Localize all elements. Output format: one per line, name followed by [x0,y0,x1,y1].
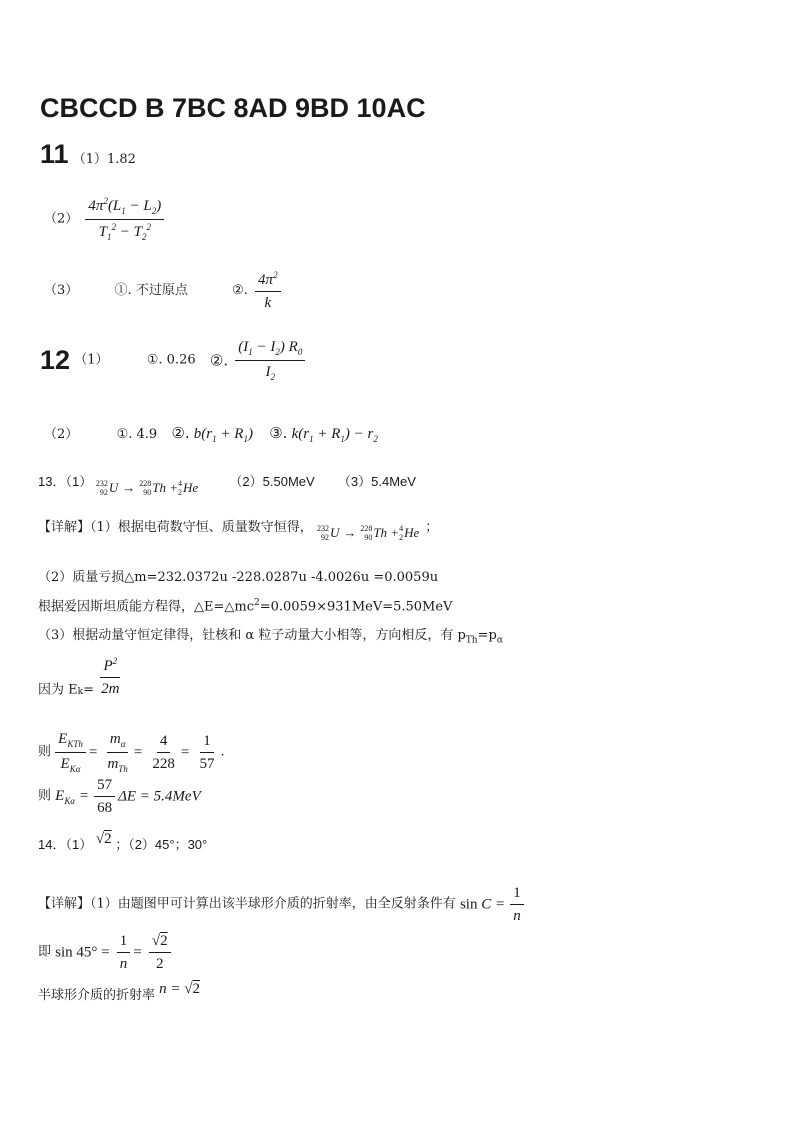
q13-detail2b: 根据爱因斯坦质能方程得，$\triangle E=\triangle mc^2=0.0059\times 931MeV=5.50MeV$ [38,598,453,615]
q13-detail2b-pre: 根据爱因斯坦质能方程得，△E=△mc [38,599,254,615]
q14-detail2-frac1: $\frac{1}{n}$ [117,932,131,973]
q11-p2-label: （2） [44,211,79,227]
q12-p2-label: （2） [44,427,79,442]
q14-p2: ；（2）45°；30° [115,837,208,852]
q13-ratio-simplified: $\frac{1}{57}$ [199,732,215,772]
q11-number: 11 [40,139,69,169]
q13-detail-p1-end: ； [425,520,439,535]
q13-detail3 [38,628,503,646]
q14-detail-p1: （1）由题图甲可计算出该半球形介质的折射率，由全反射条件有 [90,896,456,912]
q12-p2-formula2: $b(r_1 + R_1)$ [193,426,253,444]
q13-ek-pre: 因为 E [38,682,78,698]
q11-p3-item1: ①. 不过原点 [114,283,188,299]
q13-detail1 [38,520,438,542]
q14-answers [38,831,208,854]
q14-n-value: n = √2 [159,981,201,997]
q13-ek-formula: $\frac{P^2}{2m}$ [101,656,120,697]
q13-ratio-ek: $\frac{E_{KTh}}{E_{K\alpha}}$ [55,730,86,775]
q13-ek-line [38,656,125,698]
q14-detail-label: 【详解】 [38,896,91,912]
q12-part1 [40,338,308,383]
q11-p3-label: （3） [44,283,79,299]
q13-number: 13．（1） [38,474,93,489]
q14-detail3 [38,981,201,1004]
q13-detail3-mid: =p [477,628,497,643]
q11-part3 [44,270,284,312]
q13-detail3-sub2: α [496,635,503,646]
q13-detail-decay-eq: 232 92 U → 228 90 Th + 4 2 He [316,524,420,542]
q14-detail2-pre: 即 [38,944,52,960]
q13-detail3-sub1: Th [465,635,478,646]
q13-eka-pre: 则 [38,788,52,804]
q13-ratio-line: 则 $\frac{E_{KTh}}{E_{K\alpha}}$ = $\frac{m_\alpha}{m_{Th}}$ = $\frac{4}{228}$ = $\frac{1}{57}$ . [38,731,225,774]
q13-detail2: （2）质量亏损△m=232.0372u -228.0287u -4.0026u =0.0059u [38,570,439,585]
q13-answers [38,474,416,497]
q14-number: 14．（1） [38,837,93,852]
q12-number: 12 [40,345,71,376]
q13-eka-frac: $\frac{57}{68}$ [94,776,115,817]
q13-detail2b-post: =0.0059×931MeV=5.50MeV [259,599,453,615]
q11-part1 [40,138,136,170]
q12-p2-item1: ①. 4.9 [116,427,158,442]
q12-p2-item3-marker: ③. [269,424,288,442]
q11-p3-formula: $\frac{4\pi^2}{k}$ [255,270,281,312]
q13-detail-p1: （1）根据电荷数守恒、质量数守恒得， [90,520,313,535]
q13-detail3-text: （3）根据动量守恒定律得，钍核和 α 粒子动量大小相等，方向相反，有 p [38,628,466,643]
q13-eka-line: 则 $E_{K\alpha}$ = $\frac{57}{68}$ ΔE = 5.4MeV [38,777,201,816]
q13-p2: （2）5.50MeV [229,474,315,489]
q12-p1-item2-marker: ②. [209,351,229,370]
q12-part2 [44,424,378,445]
q14-sqrt2: √2 [95,831,112,847]
q14-detail2-frac2: $\frac{√2}{2}$ [149,932,171,973]
q12-p2-item2-marker: ②. [171,424,190,442]
q13-detail-label: 【详解】 [38,520,91,535]
q13-ratio-pre: 则 [38,744,52,760]
q12-p1-formula: $\frac{(I_1 - I_2) R_0}{I_2}$ [235,338,305,383]
q11-p3-item2-marker: ②. [232,283,248,299]
q11-p1-value: 1.82 [106,152,136,167]
q14-sinc-frac: $\frac{1}{n}$ [510,884,524,925]
q14-detail3-text: 半球形介质的折射率 [38,988,156,1003]
q13-decay-eq: 232 92 U → 228 90 Th + 4 2 He [95,479,199,497]
answers-header: CBCCD B 7BC 8AD 9BD 10AC [40,93,426,123]
q12-p1-label: （1） [74,352,109,368]
q11-p2-formula: $\frac{4\pi^2(L_1 - L_2)}{T_1^2 - T_2^2}$ [85,196,164,243]
q12-p2-formula3: $k(r_1 + R_1) - r_2$ [291,426,378,444]
q13-ratio-num: $\frac{4}{228}$ [152,732,175,772]
q14-detail2: 即 sin 45° = $\frac{1}{n}$ = $\frac{√2}{2}$ [38,932,174,973]
q13-ek-sub: k [77,687,84,698]
q13-p3: （3）5.4MeV [337,474,416,489]
q11-p1-label: （1） [72,152,107,167]
q13-ratio-m: $\frac{m_\alpha}{m_{Th}}$ [107,731,128,774]
q11-part2 [44,196,167,243]
q12-p1-item1: ①. 0.26 [146,352,196,368]
q14-detail1: 【详解】（1）由题图甲可计算出该半球形介质的折射率，由全反射条件有 sin C = $\frac{1}{n}$ [38,884,527,925]
q13-ek-eq: = [83,682,94,698]
